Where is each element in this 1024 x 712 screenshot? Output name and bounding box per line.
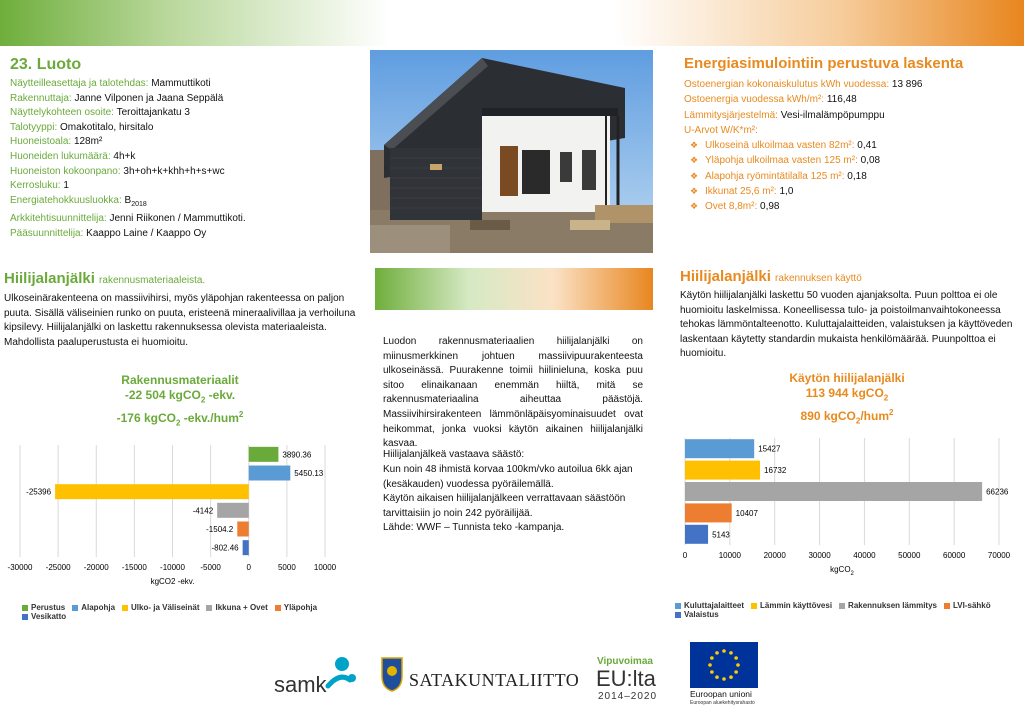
house-title: 23. Luoto	[10, 56, 82, 73]
chart-bar	[243, 540, 249, 555]
legend-item	[72, 603, 115, 612]
fact-value: Omakotitalo, hirsitalo	[60, 121, 154, 133]
chart-data-label: 15427	[758, 444, 781, 454]
chart-bar	[55, 484, 249, 499]
fact-row	[10, 227, 360, 242]
fact-label: Huoneiston kokoonpano:	[10, 165, 121, 177]
legend-item	[22, 612, 66, 621]
fact-label: Näytteilleasettaja ja talotehdas:	[10, 78, 149, 89]
chart-bar	[237, 522, 248, 537]
chart-data-label: 10407	[735, 508, 758, 518]
chart-bar	[685, 461, 760, 480]
fact-value: B	[124, 194, 132, 206]
energy-row: Ostoenergian kokonaiskulutus kWh vuodessa: 13 896	[684, 79, 923, 90]
chart-bar	[685, 439, 754, 458]
chart-tick-label: 70000	[987, 551, 1011, 560]
chart-tick-label: -25000	[45, 563, 71, 572]
chart-data-label: -4142	[192, 506, 214, 516]
fact-row	[10, 165, 360, 180]
diamond-bullet-icon: ❖	[690, 140, 699, 151]
legend-item	[122, 603, 199, 612]
chart-tick-label: -20000	[83, 563, 109, 572]
usage-heading: Hiilijalanjälki rakennuksen käyttö	[680, 268, 862, 285]
legend-item	[839, 601, 937, 610]
fact-row	[10, 212, 360, 227]
usage-chart	[668, 425, 1024, 610]
chart-tick-label: 10000	[718, 551, 741, 560]
fact-label: Huoneiden lukumäärä:	[10, 150, 111, 162]
fact-value: Mammuttikoti	[151, 78, 211, 89]
chart-data-label: 16732	[764, 466, 787, 476]
legend-swatch	[751, 603, 757, 609]
eu-star-icon	[736, 663, 740, 667]
legend-item	[275, 603, 317, 612]
fact-label: Näyttelykohteen osoite:	[10, 107, 114, 119]
legend-label: Alapohja	[81, 603, 116, 612]
chart-bar	[685, 503, 732, 522]
eu-star-icon	[710, 670, 714, 674]
fact-label: Rakennuttaja:	[10, 92, 72, 104]
eu-fund-label: Euroopan aluekehitysrahasto	[690, 700, 755, 706]
chart-tick-label: -5000	[200, 563, 221, 572]
fact-value: Teroittajankatu 3	[116, 107, 190, 119]
legend-item	[206, 603, 267, 612]
eu-star-icon	[734, 656, 738, 660]
logo-row	[0, 640, 1024, 712]
years-label: 2014–2020	[598, 691, 658, 702]
saving-text-2: Käytön aikaisen hiilijalanjälkeen verrattavaan säästöön tarvittaisiin jo noin 242 pyöräilijää.	[383, 493, 626, 519]
fact-row	[10, 77, 360, 92]
legend-swatch	[944, 603, 950, 609]
svg-text:samk: samk	[274, 672, 327, 697]
u-values-title: U-Arvot W/K*m²:	[684, 124, 758, 136]
materials-heading: Hiilijalanjälki rakennusmateriaaleista.	[4, 270, 206, 287]
eu-star-icon	[729, 651, 733, 655]
saving-text-1: Kun noin 48 ihmistä korvaa 100km/vko autoilua 6kk ajan (kesäkauden) vuodessa pyöräilemällä.	[383, 464, 633, 490]
materials-text: Ulkoseinärakenteena on massiivihirsi, myös yläpohjan rakenteessa on paljon puuta. Sisällä väliseinien runko on puuta, eristeenä mineraalivillaa ja verhoiluna kipsilevy. Hiilijalanjälki on laskettu rakennuksessa olevista materiaaleista. Mahdollista paaluperustusta ei huomioitu.	[4, 293, 356, 348]
fact-row	[10, 92, 360, 107]
legend-item	[944, 601, 991, 610]
legend-label: Vesikatto	[31, 612, 67, 621]
legend-swatch	[72, 605, 78, 611]
chart-data-label: -802.46	[211, 543, 239, 553]
legend-swatch	[122, 605, 128, 611]
chart-tick-label: 0	[682, 551, 688, 560]
chart-tick-label: 30000	[808, 551, 831, 560]
fact-row	[10, 194, 360, 213]
samk-logo	[270, 650, 360, 700]
fact-row	[10, 121, 360, 136]
materials-chart	[0, 425, 360, 620]
chart-data-label: -25396	[26, 487, 52, 497]
legend-item	[675, 601, 744, 610]
satakuntaliitto-logo: SATAKUNTALIITTO	[409, 670, 580, 690]
legend-swatch	[275, 605, 281, 611]
legend-label: Ikkuna + Ovet	[215, 603, 268, 612]
usage-chart-legend	[675, 601, 1020, 619]
eu-star-icon	[715, 675, 719, 679]
legend-label: Perustus	[31, 603, 66, 612]
house-facts	[10, 77, 360, 242]
chart-data-label: -1504.2	[206, 525, 234, 534]
chart-tick-label: 50000	[898, 551, 921, 560]
eulta-label: EU:lta	[596, 666, 656, 691]
legend-label: Yläpohja	[283, 603, 318, 612]
chart-tick-label: 0	[246, 563, 251, 572]
fact-value-sub: 2018	[131, 200, 147, 208]
fact-label: Talotyyppi:	[10, 121, 58, 133]
legend-label: Lämmin käyttövesi	[760, 601, 833, 610]
u-value-row: ❖ Ikkunat 25,6 m²: 1,0	[684, 184, 1014, 199]
coat-of-arms-icon	[380, 656, 404, 692]
chart-x-axis-label: kgCO2 -ekv.	[150, 577, 195, 586]
eu-star-icon	[729, 675, 733, 679]
usage-chart-title: Käytön hiilijalanjälki 113 944 kgCO$_2$ 890 kgCO$_2$/hum$^2$	[789, 371, 905, 426]
fact-label: Kerrosluku:	[10, 180, 61, 192]
legend-label: Rakennuksen lämmitys	[848, 601, 937, 610]
chart-data-label: 5143	[712, 530, 730, 540]
chart-tick-label: 20000	[763, 551, 786, 560]
legend-swatch	[22, 614, 28, 620]
chart-tick-label: 60000	[943, 551, 966, 560]
chart-data-label: 5450.13	[294, 469, 324, 478]
legend-swatch	[675, 612, 681, 618]
energy-title: Energiasimulointiin perustuva laskenta	[684, 55, 964, 72]
legend-swatch	[839, 603, 845, 609]
saving-source: Lähde: WWF – Tunnista teko -kampanja.	[383, 522, 565, 533]
middle-text: Luodon rakennusmateriaalien hiilijalanjälki on miinusmerkkinen johtuen massiivipuurakenteesta ulkoseinässä. Puurakenne toimii hiilinieluna, koska puu sitoo elinaikanaan enemmän hiiltä, mitä se rakennusmateriaalina aiheuttaa päästöjä. Massiivihirsirakenteen lämmönläpäisyominaisuudet ovat heikommat, jonka vuoksi käytön aikainen hiilijalanjälki kasvaa.	[383, 336, 643, 450]
diamond-bullet-icon: ❖	[690, 170, 699, 181]
legend-swatch	[22, 605, 28, 611]
eu-star-icon	[710, 656, 714, 660]
fact-value: 3h+oh+k+khh+h+s+wc	[123, 165, 225, 177]
eu-star-icon	[722, 677, 726, 681]
usage-text: Käytön hiilijalanjälki laskettu 50 vuoden ajanjaksolta. Puun polttoa ei ole huomioitu laskelmissa. Koneellisessa tulo- ja poistoilmanvaihtokoneessa tehokas lämmöntalteenotto. Kuluttajalaitteiden, valaistuksen ja käyttöveden laskentaan käytetty standardin mukaista henkilömäärää. Puunpolttoa ei huomioitu.	[680, 290, 1013, 360]
vipuvoimaa-label: Vipuvoimaa	[597, 656, 653, 667]
energy-row: Lämmitysjärjestelmä: Vesi-ilmalämpöpumppu	[684, 109, 885, 121]
u-value-row: ❖ Yläpohja ulkoilmaa vasten 125 m²: 0,08	[684, 153, 1014, 168]
chart-bar	[217, 503, 249, 518]
fact-row	[10, 106, 360, 121]
legend-label: LVI-sähkö	[952, 601, 991, 610]
fact-value: 4h+k	[113, 150, 136, 162]
chart-bar	[249, 447, 279, 462]
fact-row	[10, 179, 360, 194]
eu-name-label: Euroopan unioni	[690, 689, 752, 699]
fact-label: Arkkitehtisuunnittelija:	[10, 213, 107, 225]
u-value-row: ❖ Alapohja ryömintätilalla 125 m²: 0,18	[684, 169, 1014, 184]
saving-title: Hiilijalanjälkeä vastaava säästö:	[383, 449, 525, 460]
fact-row	[10, 135, 360, 150]
fact-value: 1	[63, 180, 69, 192]
legend-item	[675, 610, 719, 619]
legend-item	[22, 603, 65, 612]
fact-label: Huoneistoala:	[10, 136, 72, 148]
diamond-bullet-icon: ❖	[690, 155, 699, 166]
fact-value: Janne Vilponen ja Jaana Seppälä	[74, 92, 224, 104]
chart-data-label: 3890.36	[282, 450, 312, 460]
chart-tick-label: -10000	[160, 563, 185, 572]
chart-tick-label: 40000	[853, 551, 876, 560]
energy-details	[684, 77, 1014, 215]
middle-gradient-band	[375, 268, 653, 310]
house-photo	[370, 50, 653, 253]
u-value-row: ❖ Ovet 8,8m²: 0,98	[684, 199, 1014, 214]
fact-label: Pääsuunnittelija:	[10, 227, 84, 239]
fact-value: Jenni Riikonen / Mammuttikoti.	[109, 213, 246, 225]
chart-tick-label: -30000	[7, 563, 33, 572]
chart-bar	[685, 525, 708, 544]
fact-value: Kaappo Laine / Kaappo Oy	[86, 227, 207, 239]
chart-tick-label: 5000	[277, 563, 296, 572]
chart-bar	[685, 482, 982, 501]
fact-row	[10, 150, 360, 165]
eu-star-icon	[734, 670, 738, 674]
legend-item	[751, 601, 832, 610]
chart-tick-label: 10000	[313, 563, 337, 572]
diamond-bullet-icon: ❖	[690, 186, 699, 197]
materials-chart-legend	[22, 603, 362, 621]
eu-flag-icon	[690, 642, 758, 688]
u-value-row: ❖ Ulkoseinä ulkoilmaa vasten 82m²: 0,41	[684, 138, 1014, 153]
energy-row: Ostoenergia vuodessa kWh/m²: 116,48	[684, 94, 857, 106]
materials-chart-title: Rakennusmateriaalit -22 504 kgCO$_2$ -ekv. -176 kgCO$_2$ -ekv./hum$^2$	[116, 373, 244, 428]
legend-label: Kuluttajalaitteet	[684, 601, 745, 610]
fact-label: Energiatehokkuusluokka:	[10, 194, 122, 206]
legend-label: Valaistus	[684, 610, 719, 619]
chart-tick-label: -15000	[121, 563, 147, 572]
chart-bar	[249, 466, 291, 481]
top-gradient-band	[0, 0, 1024, 46]
chart-data-label: 66236	[986, 487, 1009, 497]
legend-label: Ulko- ja Väliseinät	[131, 603, 200, 612]
eu-star-icon	[722, 649, 726, 653]
legend-swatch	[675, 603, 681, 609]
eu-star-icon	[708, 663, 712, 667]
fact-value: 128m²	[73, 136, 103, 148]
legend-swatch	[206, 605, 212, 611]
chart-x-axis-label: kgCO$_2$	[830, 565, 854, 577]
eu-star-icon	[715, 651, 719, 655]
diamond-bullet-icon: ❖	[690, 201, 699, 212]
